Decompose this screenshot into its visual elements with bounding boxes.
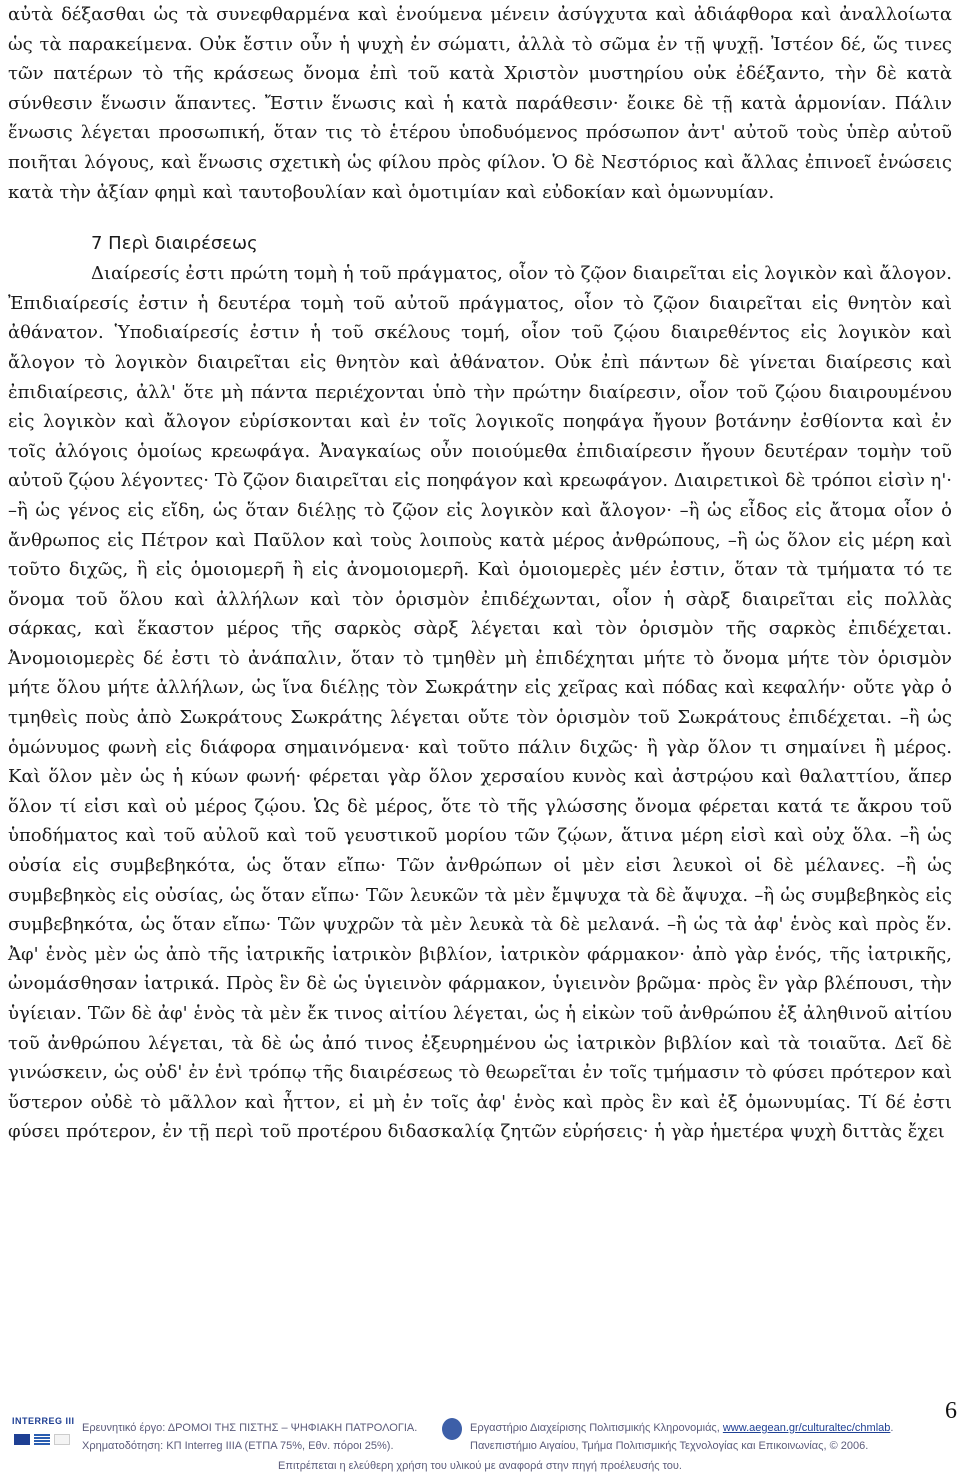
footer bbox=[0, 1409, 960, 1477]
footer-lab: Εργαστήριο Διαχείρισης Πολιτισμικής Κληρονομιάς, www.aegean.gr/culturaltec/chmlab. bbox=[470, 1422, 894, 1434]
footer-license: Επιτρέπεται η ελεύθερη χρήση του υλικού με αναφορά στην πηγή προέλευσής του. bbox=[278, 1460, 682, 1472]
lab-website-link[interactable]: www.aegean.gr/culturaltec/chmlab bbox=[722, 1422, 891, 1434]
aegean-university-logo-icon bbox=[442, 1418, 462, 1440]
footer-funding: Χρηματοδότηση: ΚΠ Interreg IIIA (ΕΤΠΑ 75%, Εθν. πόροι 25%). bbox=[82, 1440, 394, 1452]
footer-left bbox=[82, 1419, 417, 1455]
section-heading: 7 Περὶ διαιρέσεως bbox=[91, 233, 258, 255]
interreg-logo-text: INTERREG III bbox=[12, 1416, 75, 1426]
footer-right bbox=[470, 1419, 893, 1455]
interreg-logo bbox=[12, 1416, 76, 1456]
paragraph-division: Διαίρεσίς ἐστι πρώτη τομὴ ἡ τοῦ πράγματος, οἷον τὸ ζῷον διαιρεῖται εἰς λογικὸν καὶ ἄλογον. Ἐπιδιαίρεσίς ἐστιν ἡ δευτέρα τομὴ τοῦ αὐτοῦ πράγματος, οἷον τὸ ζῷον διαιρεῖται εἰς θνητὸν καὶ ἀθάνατον. Ὑποδιαίρεσίς ἐστιν ἡ τοῦ σκέλους τομή, οἷον τοῦ ζῴου διαιρεθέντος εἰς λογικὸν καὶ ἄλογον τὸ λογικὸν διαιρεῖται εἰς θνητὸν καὶ ἀθάνατον. Οὐκ ἐπὶ πάντων δὲ γίνεται διαίρεσις καὶ ἐπιδιαίρεσις, ἀλλ' ὅτε μὴ πάντα περιέχονται ὑπὸ τὴν πρώτην διαίρεσιν, οἷον τοῦ ζῴου διαιρουμένου εἰς λογικὸν καὶ ἄλογον εὑρίσκονται καὶ ἐν τοῖς λογικοῖς ποηφάγα ἤγουν βοτάνην ἐσθίοντα καὶ ἐν τοῖς ἀλόγοις ὁμοίως κρεωφάγα. Ἀναγκαίως οὖν ποιούμεθα ἐπιδιαίρεσιν ἤγουν δευτέραν τομὴν τοῦ αὐτοῦ ζῴου λέγοντες· Τὸ ζῷον διαιρεῖται εἰς ποηφάγον καὶ κρεωφάγον. Διαιρετικοὶ δὲ τρόποι εἰσὶν η'· –ἢ ὡς γένος εἰς εἴδη, ὡς ὅταν διέλῃς τὸ ζῷον εἰς λογικὸν καὶ ἄλογον· –ἢ ὡς εἶδος εἰς ἄτομα οἷον ὁ ἄνθρωπος εἰς Πέτρον καὶ Παῦλον καὶ τοὺς λοιποὺς κατὰ μέρος ἀνθρώπους, –ἢ ὡς ὅλον εἰς μέρη καὶ τοῦτο διχῶς, ἢ εἰς ὁμοιομερῆ ἢ εἰς ἀνομοιομερῆ. Καὶ ὁμοιομερὲς μέν ἐστιν, ὅταν τὰ τμήματα τό τε ὄνομα τοῦ ὅλου καὶ ἀλλήλων καὶ τὸν ὁρισμὸν ἐπιδέχωνται, οἷον ἡ σὰρξ διαιρεῖται εἰς πολλὰς σάρκας, καὶ ἕκαστον μέρος τῆς σαρκὸς σὰρξ λέγεται καὶ τὸν ὁρισμὸν τῆς σαρκὸς ἐπιδέχεται. Ἀνομοιομερὲς δέ ἐστι τὸ ἀνάπαλιν, ὅταν τὸ τμηθὲν μὴ ἐπιδέχηται μήτε τὸ ὄνομα μήτε τὸν ὁρισμὸν μήτε ὅλου μήτε ἀλλήλων, ὡς ἵνα διέλῃς τὸν Σωκράτην εἰς χεῖρας καὶ πόδας καὶ κεφαλήν· οὔτε γὰρ ὁ τμηθεὶς ποὺς ἀπὸ Σωκράτους Σωκράτης λέγεται οὔτε τὸν ὁρισμὸν τοῦ Σωκράτους ἐπιδέχεται. –ἢ ὡς ὁμώνυμος φωνὴ εἰς διάφορα σημαινόμενα· καὶ τοῦτο πάλιν διχῶς· ἢ γὰρ ὅλον τι σημαίνει ἢ μέρος. Καὶ ὅλον μὲν ὡς ἡ κύων φωνή· φέρεται γὰρ ὅλον χερσαίου κυνὸς καὶ ἀστρῴου καὶ θαλαττίου, ἅπερ ὅλον τί εἰσι καὶ οὐ μέρος ζῴου. Ὡς δὲ μέρος, ὅτε τὸ τῆς γλώσσης ὄνομα φέρεται κατά τε ἄκρου τοῦ ὑποδήματος καὶ τοῦ αὐλοῦ καὶ τοῦ γευστικοῦ μορίου τῶν ζῴων, ἅτινα μέρη εἰσὶ καὶ οὐχ ὅλα. –ἢ ὡς οὐσία εἰς συμβεβηκότα, ὡς ὅταν εἴπω· Τῶν ἀνθρώπων οἱ μὲν εἰσι λευκοὶ οἱ δὲ μέλανες. –ἢ ὡς συμβεβηκὸς εἰς οὐσίας, ὡς ὅταν εἴπω· Τῶν λευκῶν τὰ μὲν ἔμψυχα τὰ δὲ ἄψυχα. –ἢ ὡς συμβεβηκὸς εἰς συμβεβηκότα, ὡς ὅταν εἴπω· Τῶν ψυχρῶν τὰ μὲν λευκὰ τὰ δὲ μελανά. –ἢ ὡς τὰ ἀφ' ἑνὸς καὶ πρὸς ἕν. Ἀφ' ἑνὸς μὲν ὡς ἀπὸ τῆς ἰατρικῆς ἰατρικὸν βιβλίον, ἰατρικὸν φάρμακον· ἀπὸ γὰρ ἑνός, τῆς ἰατρικῆς, ὠνομάσθησαν ἰατρικά. Πρὸς ἓν δὲ ὡς ὑγιεινὸν φάρμακον, ὑγιεινὸν βρῶμα· πρὸς ἓν γὰρ βλέπουσι, τὴν ὑγίειαν. Τῶν δὲ ἀφ' ἑνὸς τὰ μὲν ἔκ τινος αἰτίου λέγεται, ὡς ἡ εἰκὼν τοῦ ἀνθρώπου ἐξ ἀληθινοῦ αἰτίου τοῦ ἀνθρώπου λέγεται, τὰ δὲ ὡς ἀπό τινος ἐξευρημένου ὡς ἰατρικὸν βιβλίον καὶ τὰ τοιαῦτα. Δεῖ δὲ γινώσκειν, ὡς οὐδ' ἐν ἑνὶ τρόπῳ τῆς διαιρέσεως τὸ θεωρεῖται ἐν τοῖς τμήμασιν τὸ φύσει πρότερον καὶ ὕστερον οὐδὲ τὸ μᾶλλον καὶ ἧττον, εἰ μὴ ἐν τοῖς ἀφ' ἑνὸς καὶ πρὸς ἓν καὶ ἐξ ὁμωνυμίας. Τί δέ ἐστι φύσει πρότερον, ἐν τῇ περὶ τοῦ προτέρου διδασκαλίᾳ ζητῶν εὑρήσεις· ἡ γὰρ ἡμετέρα ψυχὴ διττὰς ἔχει bbox=[8, 263, 952, 1143]
document-page bbox=[8, 0, 952, 1147]
paragraph-union: αὐτὰ δέξασθαι ὡς τὰ συνεφθαρμένα καὶ ἑνούμενα μένειν ἀσύγχυτα καὶ ἀδιάφθορα καὶ ἀναλλοίωτα ὡς τὰ παρακείμενα. Οὐκ ἔστιν οὖν ἡ ψυχὴ ἐν σώματι, ἀλλὰ τὸ σῶμα ἐν τῇ ψυχῇ. Ἰστέον δέ, ὥς τινες τῶν πατέρων τὸ τῆς κράσεως ὄνομα ἐπὶ τοῦ κατὰ Χριστὸν μυστηρίου οὐκ ἐδέξαντο, τὴν δὲ κατὰ σύνθεσιν ἕνωσιν ἅπαντες. Ἔστιν ἕνωσις καὶ ἡ κατὰ παράθεσιν· ἔοικε δὲ τῇ κατὰ ἁρμονίαν. Πάλιν ἕνωσις λέγεται προσωπική, ὅταν τις τὸ ἑτέρου ὑποδυόμενος πρόσωπον ἀντ' αὐτοῦ τοὺς ὑπὲρ αὐτοῦ ποιῆται λόγους, καὶ ἕνωσις σχετικὴ ὡς φίλου πρὸς φίλον. Ὁ δὲ Νεστόριος καὶ ἄλλας ἐπινοεῖ ἑνώσεις κατὰ τὴν ἀξίαν φημὶ καὶ ταυτοβουλίαν καὶ ὁμοτιμίαν καὶ εὐδοκίαν καὶ ὁμωνυμίαν. bbox=[8, 4, 952, 203]
greek-flag-icon bbox=[34, 1434, 50, 1445]
cyprus-flag-icon bbox=[54, 1434, 70, 1445]
footer-university: Πανεπιστήμιο Αιγαίου, Τμήμα Πολιτισμικής Τεχνολογίας και Επικοινωνίας, © 2006. bbox=[470, 1440, 869, 1452]
page-number: 6 bbox=[945, 1398, 957, 1424]
footer-project: Ερευνητικό έργο: ΔΡΟΜΟΙ ΤΗΣ ΠΙΣΤΗΣ – ΨΗΦΙΑΚΗ ΠΑΤΡΟΛΟΓΙΑ. bbox=[82, 1422, 418, 1434]
eu-flag-icon bbox=[14, 1434, 30, 1445]
